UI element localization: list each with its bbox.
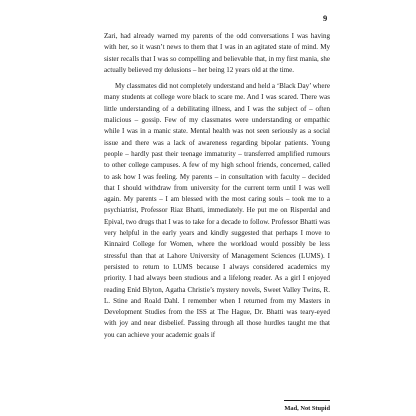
- body-text: [104, 31, 330, 341]
- footer-rule: [284, 400, 330, 401]
- paragraph-continued: Zari, had already warned my parents of the odd conversations I was having with her, so it wasn’t news to them that I was in an agitated state of mind. My sister recalls that I was so compelling and believable that, in my first mania, she actually believed my delusions – her being 12 years old at the time.: [104, 32, 330, 74]
- paragraph: My classmates did not completely understand and held a ‘Black Day’ where many students at college wore black to scare me. And I was scared. There was little understanding of a debilitating illness, and I was the subject of – often malicious – gossip. Few of my classmates were understanding or empathic while I was in a manic state. Mental health was not seen seriously as a social issue and there was a lack of awareness regarding bipolar patients. Young people – hardly past their teenage immaturity – transferred amplified rumours to other college campuses. A few of my high school friends, concerned, called to ask how I was feeling. My parents – in consultation with faculty – decided that I should withdraw from university for the current term until I was well again. My parents – I am blessed with the most caring souls – took me to a psychiatrist, Professor Riaz Bhatti, immediately. He put me on Risperdal and Epival, two drugs that I was to take for a decade to follow. Professor Bhatti was very helpful in the early years and kindly suggested that perhaps I move to Kinnaird College for Women, where the workload would possibly be less stressful than that at Lahore University of Management Sciences (LUMS). I persisted to return to LUMS because I always considered academics my priority. I had always been studious and a lifelong reader. As a girl I enjoyed reading Enid Blyton, Agatha Christie’s mystery novels, Sweet Valley Twins, R. L. Stine and Roald Dahl. I remember when I returned from my Masters in Development Studies from the ISS at The Hague, Dr. Bhatti was teary-eyed with joy and near disbelief. Passing through all those hurdles taught me that you can achieve your academic goals if: [104, 82, 330, 339]
- running-footer-book-title: Mad, Not Stupid: [284, 405, 330, 412]
- page-number: 9: [323, 13, 328, 23]
